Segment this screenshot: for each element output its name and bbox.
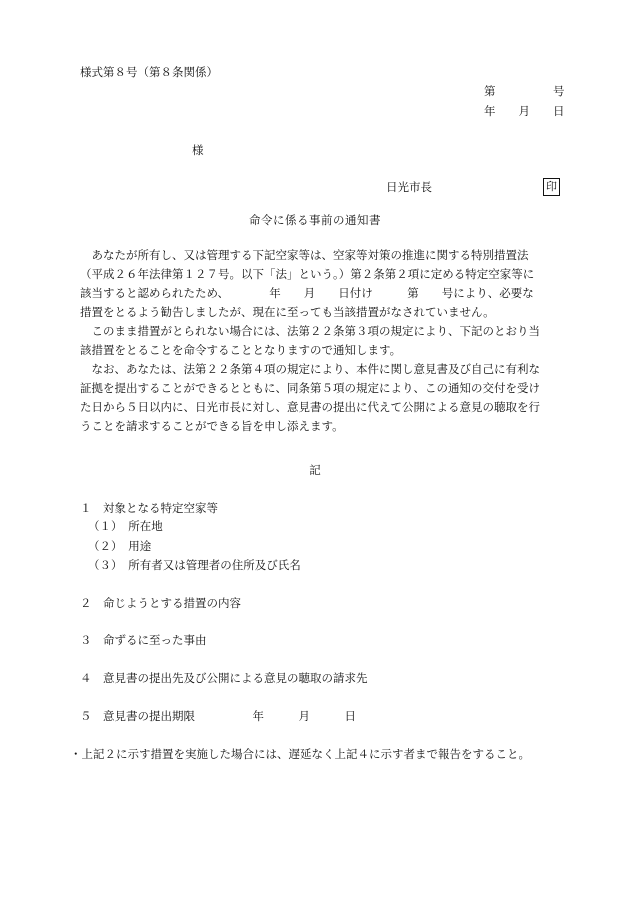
seal-mark xyxy=(543,178,560,196)
body-line: 該当すると認められたため、 年 月 日付け 第 号により、必要な xyxy=(80,286,534,300)
body-line: た日から５日以内に、日光市長に対し、意見書の提出に代えて公開による意見の聴取を行 xyxy=(80,400,540,414)
document-date: 年 月 日 xyxy=(484,104,565,118)
body-line: うことを請求することができる旨を申し添えます。 xyxy=(80,419,344,433)
item-4: ４ 意見書の提出先及び公開による意見の聴取の請求先 xyxy=(80,671,368,685)
item-5: ５ 意見書の提出期限 年 月 日 xyxy=(80,709,356,723)
body-paragraph-3 xyxy=(80,360,582,436)
body-line: （平成２６年法律第１２７号。以下「法」という。）第２条第２項に定める特定空家等に xyxy=(80,267,535,281)
body-line: 措置をとるよう勧告しましたが、現在に至っても当該措置がなされていません。 xyxy=(80,305,495,319)
body-line: 証拠を提出することができるとともに、同条第５項の規定により、この通知の交付を受け xyxy=(80,381,540,395)
item-1-sub-2: （２） 用途 xyxy=(88,539,152,553)
document-number: 第 号 xyxy=(484,84,565,98)
body-line: 該措置をとることを命令することとなりますので通知します。 xyxy=(80,343,402,357)
body-line: なお、あなたは、法第２２条第４項の規定により、本件に関し意見書及び自己に有利な xyxy=(80,362,540,376)
addressee-suffix: 様 xyxy=(192,143,204,157)
item-3: ３ 命ずるに至った事由 xyxy=(80,633,207,647)
document-title: 命令に係る事前の通知書 xyxy=(249,213,381,227)
item-2: ２ 命じようとする措置の内容 xyxy=(80,596,241,610)
body-line: あなたが所有し、又は管理する下記空家等は、空家等対策の推進に関する特別措置法 xyxy=(80,248,529,262)
report-note: ・上記２に示す措置を実施した場合には、遅延なく上記４に示す者まで報告をすること。 xyxy=(70,747,530,761)
sender-name: 日光市長 xyxy=(386,180,432,194)
ki-label: 記 xyxy=(309,463,321,477)
body-paragraph-1 xyxy=(80,246,582,322)
form-label: 様式第８号（第８条関係） xyxy=(80,65,218,79)
body-paragraph-2 xyxy=(80,322,582,360)
body-line: このまま措置がとられない場合には、法第２２条第３項の規定により、下記のとおり当 xyxy=(80,324,540,338)
item-1-sub-3: （３） 所有者又は管理者の住所及び氏名 xyxy=(88,558,301,572)
item-1-sub-1: （１） 所在地 xyxy=(88,519,163,533)
item-1-label: １ 対象となる特定空家等 xyxy=(80,501,218,515)
seal-text: 印 xyxy=(543,178,560,196)
